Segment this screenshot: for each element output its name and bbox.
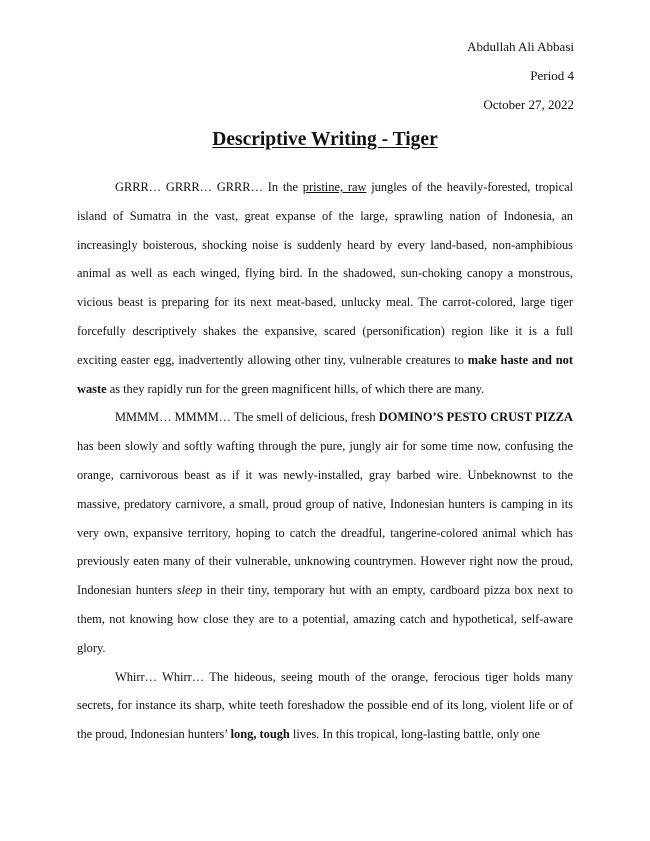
paragraph-3-text-b: lives. In this tropical, long-lasting battle, only one xyxy=(289,727,540,742)
paragraph-2-text-c: in their tiny, temporary hut with an empty, cardboard pizza box next to them, not knowing how close they are to a potential, amazing catch and hypothetical, self-aware glory. xyxy=(77,583,573,655)
document-title xyxy=(0,128,650,152)
document-body xyxy=(77,173,573,749)
bold-phrase-make-haste: make haste and not waste xyxy=(77,352,573,396)
paragraph-3-text-a: Whirr… Whirr… The hideous, seeing mouth of the orange, ferocious tiger holds many secrets, for instance its sharp, white teeth foreshadow the possible end of its long, violent life or of the proud, Indonesian hunters’ xyxy=(77,669,573,742)
document-title-text: Descriptive Writing - Tiger xyxy=(212,129,438,150)
class-period: Period 4 xyxy=(530,68,574,83)
paragraph-1-text-b: jungles of the heavily-forested, tropical island of Sumatra in the vast, great expanse of the large, sprawling nation of Indonesia, an increasingly boisterous, shocking noise is suddenly heard by every land-based, non-amphibious animal as well as each winged, flying bird. In the shadowed, sun-choking canopy a monstrous, vicious beast is preparing for its next meat-based, unlucky meal. The carrot-colored, large tiger forcefully descriptively shakes the expansive, scared (personification) region like it is a full exciting easter egg, inadvertently allowing other tiny, vulnerable creatures to xyxy=(77,180,574,367)
author-name: Abdullah Ali Abbasi xyxy=(467,39,574,54)
italic-word-sleep: sleep xyxy=(176,583,203,598)
document-date: October 27, 2022 xyxy=(483,97,574,112)
paragraph-1-text-c: as they rapidly run for the green magnificent hills, of which there are many. xyxy=(106,381,485,396)
paragraph-2-text-b: has been slowly and softly wafting through the pure, jungly air for some time now, confusing the orange, carnivorous beast as if it was newly-installed, gray barbed wire. Unbeknownst to the massive, predatory carnivore, a small, proud group of native, Indonesian hunters is camping in its very own, expansive territory, hoping to catch the dreadful, tangerine-colored animal which has previously eaten many of their vulnerable, unknowing countrymen. However right now the proud, Indonesian hunters xyxy=(77,439,573,598)
paragraph-1 xyxy=(77,173,573,403)
paragraph-3 xyxy=(77,663,573,749)
paragraph-2-text-a: MMMM… MMMM… The smell of delicious, fresh xyxy=(115,410,379,425)
bold-phrase-long-tough: long, tough xyxy=(230,727,290,742)
bold-phrase-pizza: DOMINO’S PESTO CRUST PIZZA xyxy=(378,410,574,425)
paragraph-1-text-a: GRRR… GRRR… GRRR… In the xyxy=(115,180,303,194)
paragraph-2 xyxy=(77,403,573,662)
underlined-phrase: pristine, raw xyxy=(302,180,367,194)
